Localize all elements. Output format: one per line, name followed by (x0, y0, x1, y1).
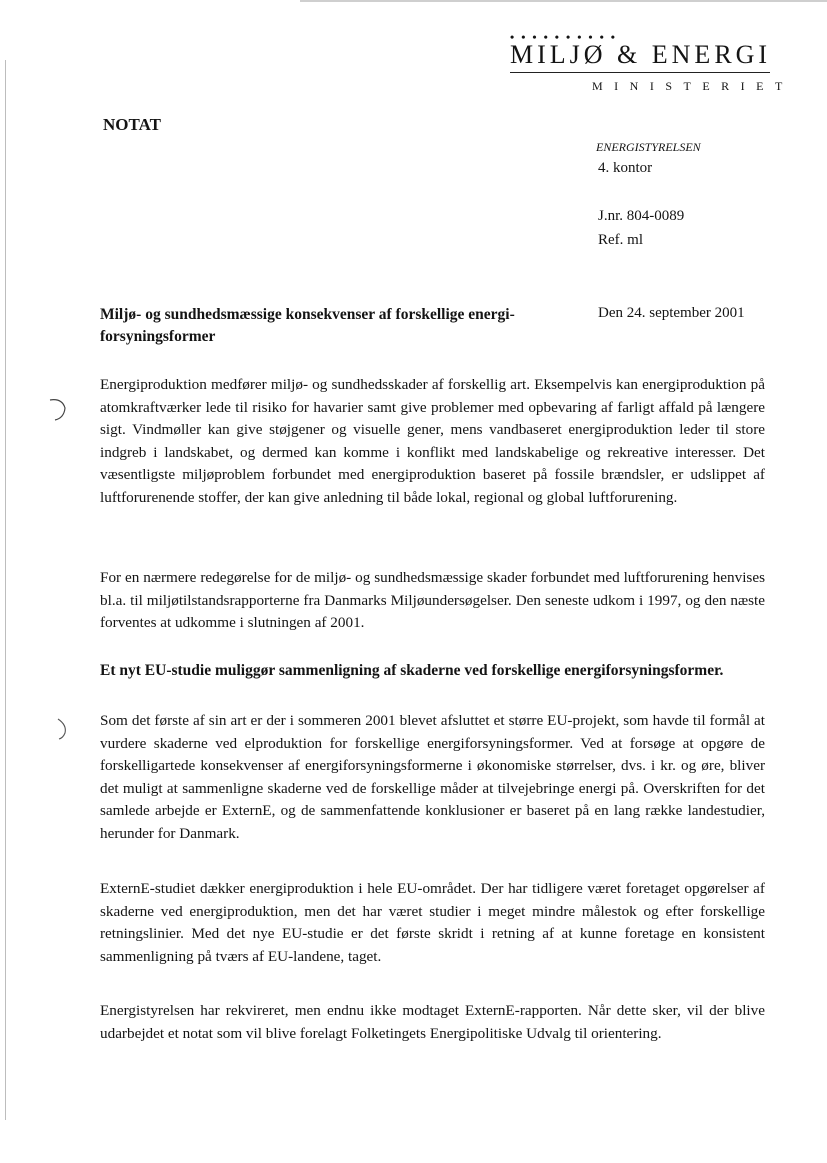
document-date: Den 24. september 2001 (598, 305, 745, 321)
document-type: NOTAT (103, 115, 161, 134)
logo-subtitle: MINISTERIET (592, 79, 794, 93)
journal-number: J.nr. 804-0089 (598, 208, 685, 224)
sender-office: 4. kontor (598, 160, 653, 176)
scan-edge-top (300, 0, 827, 2)
logo-rule (510, 72, 770, 73)
section-heading: Et nyt EU-studie muliggør sammenligning af skaderne ved forskellige energiforsyningsformer. (100, 662, 724, 679)
reference: Ref. ml (598, 232, 643, 248)
sender-agency: ENERGISTYRELSEN (596, 140, 701, 154)
paragraph: Energiproduktion medfører miljø- og sundhedsskader af forskellig art. Eksempelvis kan energiproduktion på atomkraftværker lede til risiko for havarier samt give problemer med opbevaring af farligt affald på længere sigt. Vindmøller kan give støjgener og visuelle gener, mens vandbaseret energiproduktion leder til store indgreb i landskabet, og dermed kan komme i konflikt med landskabelige og rekreative interesser. Det væsentligste miljøproblem forbundet med energiproduktion baseret på fossile brændsler, er udslippet af luftforurenende stoffer, der kan give anledning til både lokal, regional og global luftforurening. (100, 376, 765, 506)
document-subject: Miljø- og sundhedsmæssige konsekvenser af forskellige energi-forsyningsformer (100, 306, 515, 345)
paragraph: Energistyrelsen har rekvireret, men endnu ikke modtaget ExternE-rapporten. Når dette sker, vil der blive udarbejdet et notat som vil blive forelagt Folketingets Energipolitiske Udvalg til orientering. (100, 1002, 765, 1042)
punch-hole-mark (46, 396, 68, 422)
paragraph: For en nærmere redegørelse for de miljø- og sundhedsmæssige skader forbundet med luftforurening henvises bl.a. til miljøtilstandsrapporterne fra Danmarks Miljøundersøgelser. Den seneste udkom i 1997, og den næste forventes at udkomme i slutningen af 2001. (100, 569, 765, 632)
scan-edge-left (5, 60, 6, 1120)
punch-hole-mark (52, 716, 74, 742)
ministry-logo (500, 30, 794, 100)
logo-dots: • • • • • • • • • • (510, 30, 618, 44)
paragraph: ExternE-studiet dækker energiproduktion i hele EU-området. Der har tidligere været foretaget opgørelser af skaderne ved energiproduktion, men det har været studier i meget mindre målestok og efter forskellige retningslinier. Med det nye EU-studie er det første skridt i retning af at kunne foretage en konsistent sammenligning på tværs af EU-landene, taget. (100, 880, 765, 965)
logo-title: MILJØ & ENERGI (510, 40, 772, 69)
paragraph: Som det første af sin art er der i sommeren 2001 blevet afsluttet et større EU-projekt, som havde til formål at vurdere skaderne ved elproduktion for forskellige energiforsyningsformer. Ved at forsøge at opgøre de forskelligartede konsekvenser af energiforsyningsformerne i økonomiske størrelser, dvs. i kr. og øre, bliver det muligt at sammenligne skaderne ved de forskellige måder at tilvejebringe energi på. Overskriften for det samlede arbejde er ExternE, og de sammenfattende konklusioner er baseret på en lang række landestudier, herunder for Danmark. (100, 712, 765, 842)
